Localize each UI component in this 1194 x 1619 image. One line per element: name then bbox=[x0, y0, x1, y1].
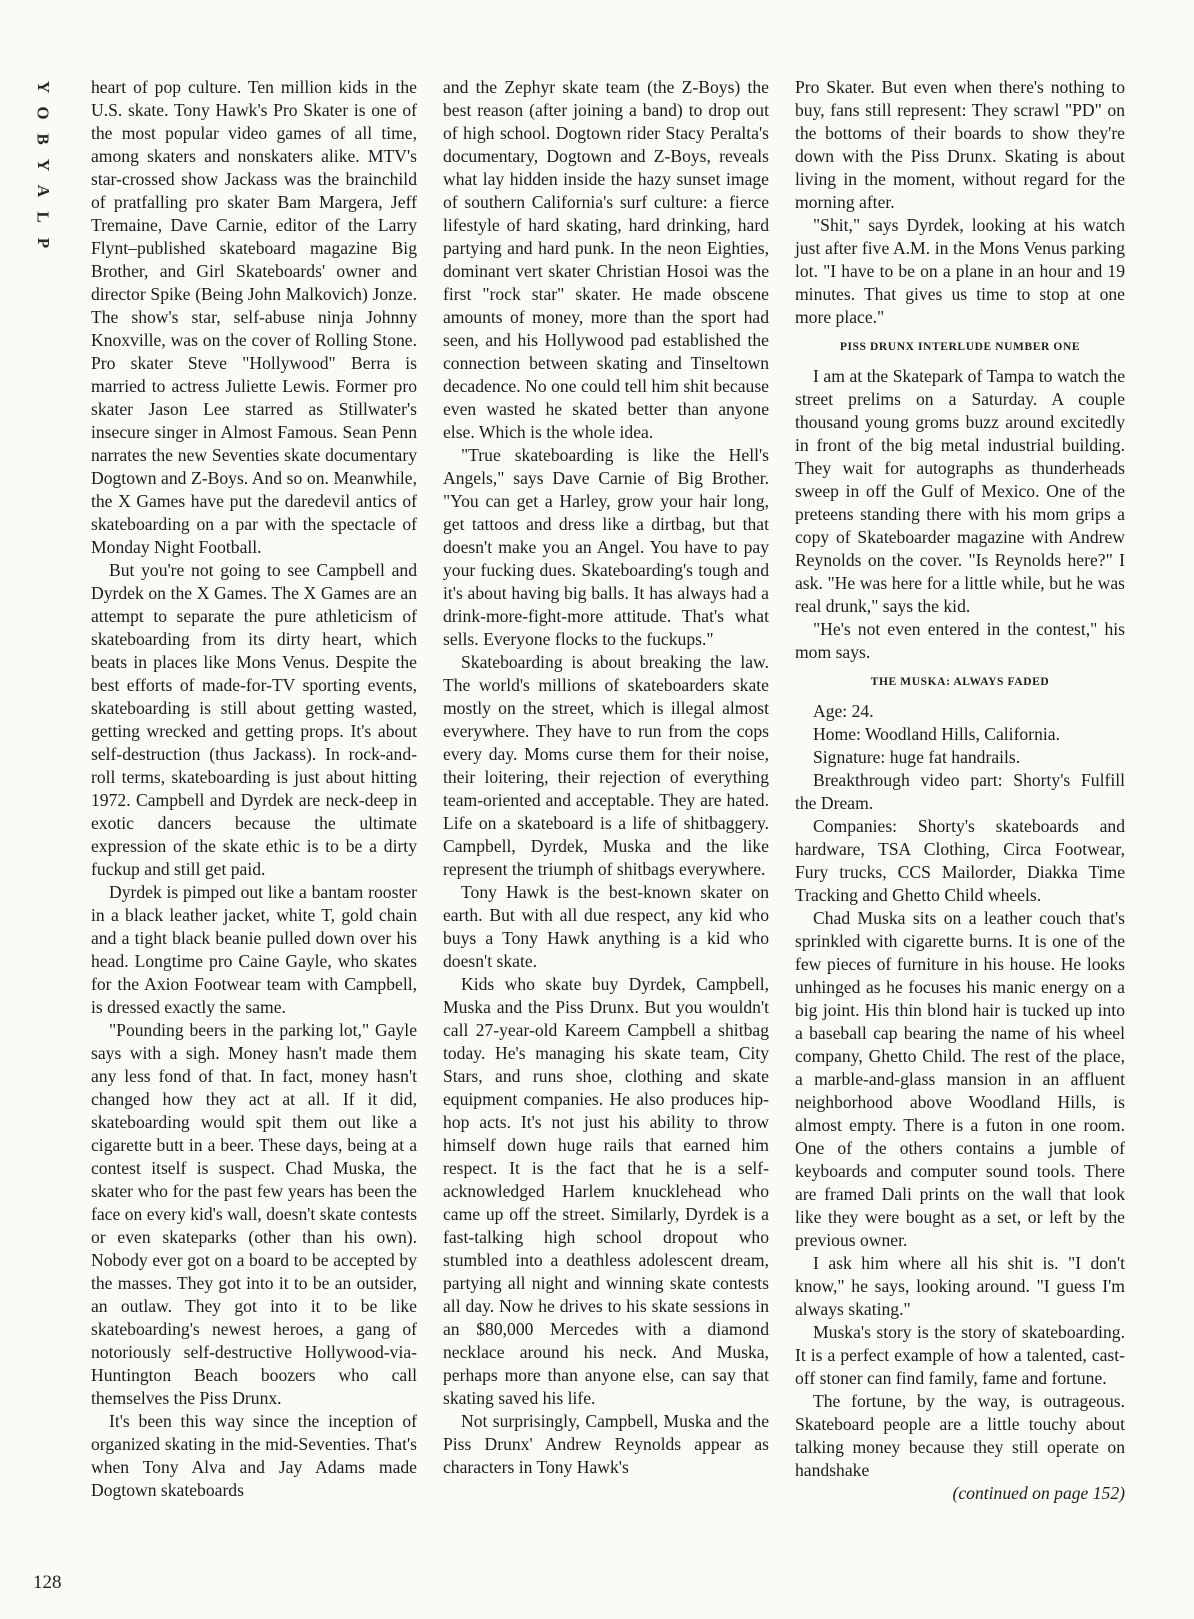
magazine-name-vertical bbox=[33, 74, 53, 256]
paragraph: The fortune, by the way, is outrageous. Skateboard people are a little touchy about talking money because they still operate on handshake bbox=[795, 1391, 1125, 1480]
section-heading: PISS DRUNX INTERLUDE NUMBER ONE bbox=[839, 341, 1081, 353]
paragraph: "Shit," says Dyrdek, looking at his watch just after five A.M. in the Mons Venus parking lot. "I have to be on a plane in an hour and 19 minutes. That gives us time to stop at one more place." bbox=[795, 215, 1125, 327]
paragraph: I ask him where all his shit is. "I don't know," he says, looking around. "I guess I'm always skating." bbox=[795, 1253, 1125, 1319]
paragraph: It's been this way since the inception of organized skating in the mid-Seventies. That's when Tony Alva and Jay Adams made Dogtown skateboards bbox=[91, 1411, 417, 1500]
brand-letter: L bbox=[34, 211, 53, 223]
paragraph: heart of pop culture. Ten million kids in the U.S. skate. Tony Hawk's Pro Skater is one of the most popular video games of all time, among skaters and nonskaters alike. MTV's star-crossed show Jackass was the brainchild of pratfalling pro skater Bam Margera, Jeff Tremaine, Dave Carnie, editor of the Larry Flynt–published skateboard magazine Big Brother, and Girl Skateboards' owner and director Spike (Being John Malkovich) Jonze. The show's star, self-abuse ninja Johnny Knoxville, was on the cover of Rolling Stone. Pro skater Steve "Hollywood" Berra is married to actress Juliette Lewis. Former pro skater Jason Lee starred as Stillwater's insecure singer in Almost Famous. Sean Penn narrates the new Seventies skate documentary Dogtown and Z-Boys. And so on. Meanwhile, the X Games have put the daredevil antics of skateboarding on a par with the spectacle of Monday Night Football. bbox=[91, 77, 417, 557]
page-number: 128 bbox=[33, 1572, 62, 1593]
paragraph: But you're not going to see Campbell and Dyrdek on the X Games. The X Games are an attempt to separate the pure athleticism of skateboarding from its dirty heart, which beats in places like Mons Venus. Despite the best efforts of made-for-TV sporting events, skateboarding is still about getting wasted, getting wrecked and getting props. It's about self-destruction (thus Jackass). In rock-and-roll terms, skateboarding is just about hitting 1972. Campbell and Dyrdek are neck-deep in exotic dancers because the ultimate expression of the skate ethic is to be a dirty fuckup and still get paid. bbox=[91, 560, 417, 879]
article-column-1 bbox=[91, 76, 417, 1502]
paragraph: and the Zephyr skate team (the Z-Boys) the best reason (after joining a band) to drop out of high school. Dogtown rider Stacy Peralta's documentary, Dogtown and Z-Boys, reveals what lay hidden inside the hazy sunset image of southern California's surf culture: a fierce lifestyle of hard skating, hard drinking, hard partying and hard punk. In the neon Eighties, dominant vert skater Christian Hosoi was the first "rock star" skater. He made obscene amounts of money, more than the sport had seen, and his Hollywood pad established the connection between skating and Tinseltown decadence. No one could tell him shit because even wasted he skated better than anyone else. Which is the whole idea. bbox=[443, 77, 769, 442]
paragraph: Chad Muska sits on a leather couch that's sprinkled with cigarette burns. It is one of the few pieces of furniture in his house. He looks unhinged as he focuses his manic energy on a big joint. His thin blond hair is tucked up into a baseball cap bearing the name of his wheel company, Ghetto Child. The rest of the place, a marble-and-glass mansion in an affluent neighborhood above Woodland Hills, is almost empty. There is a futon in one room. One of the others contains a jumble of keyboards and computer sound tools. There are framed Dali prints on the wall that look like they were bought as a set, or left by the previous owner. bbox=[795, 908, 1125, 1250]
profile-home: Home: Woodland Hills, California. bbox=[813, 724, 1060, 744]
brand-letter: A bbox=[34, 184, 53, 198]
brand-letter: Y bbox=[34, 158, 53, 172]
paragraph: "He's not even entered in the contest," his mom says. bbox=[795, 619, 1125, 662]
section-heading: THE MUSKA: ALWAYS FADED bbox=[870, 676, 1050, 688]
paragraph: Kids who skate buy Dyrdek, Campbell, Muska and the Piss Drunx. But you wouldn't call 27-year-old Kareem Campbell a shitbag today. He's managing his skate team, City Stars, and runs shoe, clothing and skate equipment companies. He also produces hip-hop acts. It's not just his ability to throw himself down huge rails that earned him respect. It is the fact that he is a self-acknowledged Harlem knucklehead who came up off the street. Similarly, Dyrdek is a fast-talking high school dropout who stumbled into a deathless adolescent dream, partying all night and winning skate contests all day. Now he drives to his skate sessions in an $80,000 Mercedes with a diamond necklace around his neck. And Muska, perhaps more than anyone else, can say that skating saved his life. bbox=[443, 974, 769, 1408]
article-column-2 bbox=[443, 76, 769, 1479]
profile-companies: Companies: Shorty's skateboards and hardware, TSA Clothing, Circa Footwear, Fury trucks, CCS Mailorder, Diakka Time Tracking and Ghetto Child wheels. bbox=[795, 816, 1125, 905]
profile-age: Age: 24. bbox=[813, 701, 874, 721]
profile-signature: Signature: huge fat handrails. bbox=[813, 747, 1021, 767]
brand-letter: O bbox=[33, 106, 53, 120]
brand-letter: Y bbox=[34, 80, 53, 94]
article-column-3 bbox=[795, 76, 1125, 1505]
paragraph: "Pounding beers in the parking lot," Gayle says with a sigh. Money hasn't made them any less fond of that. In fact, money hasn't changed how they act at all. If it did, skateboarding would spit them out like a cigarette butt in a beer. These days, being at a contest itself is suspect. Chad Muska, the skater who for the past few years has been the face on every kid's wall, doesn't skate contests or even skateparks (other than his own). Nobody ever got on a board to be accepted by the masses. They got into it to be an outsider, an outlaw. They got into it to be like skateboarding's newest heroes, a gang of notoriously self-destructive Hollywood-via-Huntington Beach boozers who call themselves the Piss Drunx. bbox=[91, 1020, 417, 1408]
profile-video-part: Breakthrough video part: Shorty's Fulfill the Dream. bbox=[795, 770, 1125, 813]
paragraph: Skateboarding is about breaking the law. The world's millions of skateboarders skate mostly on the street, which is illegal almost everywhere. They have to run from the cops every day. Moms curse them for their noise, their loitering, their rejection of everything team-oriented and acceptable. They are hated. Life on a skateboard is a life of shitbaggery. Campbell, Dyrdek, Muska and the like represent the triumph of shitbags everywhere. bbox=[443, 652, 769, 879]
brand-letter: P bbox=[33, 237, 53, 249]
paragraph: Dyrdek is pimped out like a bantam rooster in a black leather jacket, white T, gold chain and a tight black beanie pulled down over his head. Longtime pro Caine Gayle, who skates for the Axion Footwear team with Campbell, is dressed exactly the same. bbox=[91, 882, 417, 1017]
paragraph: Muska's story is the story of skateboarding. It is a perfect example of how a talented, cast-off stoner can find family, fame and fortune. bbox=[795, 1322, 1125, 1388]
continued-note: (continued on page 152) bbox=[952, 1483, 1125, 1503]
brand-letter: B bbox=[34, 133, 53, 145]
paragraph: Not surprisingly, Campbell, Muska and the Piss Drunx' Andrew Reynolds appear as characters in Tony Hawk's bbox=[443, 1411, 769, 1477]
paragraph: Tony Hawk is the best-known skater on earth. But with all due respect, any kid who buys a Tony Hawk anything is a kid who doesn't skate. bbox=[443, 882, 769, 971]
paragraph: "True skateboarding is like the Hell's Angels," says Dave Carnie of Big Brother. "You can get a Harley, grow your hair long, get tattoos and dress like a dirtbag, but that doesn't make you an Angel. You have to pay your fucking dues. Skateboarding's tough and it's about having big balls. It has always had a drink-more-fight-more attitude. That's what sells. Everyone flocks to the fuckups." bbox=[443, 445, 769, 649]
paragraph: Pro Skater. But even when there's nothing to buy, fans still represent: They scrawl "PD" on the bottoms of their boards to show they're down with the Piss Drunx. Skating is about living in the moment, without regard for the morning after. bbox=[795, 77, 1125, 212]
paragraph: I am at the Skatepark of Tampa to watch the street prelims on a Saturday. A couple thousand young groms buzz around excitedly in front of the big metal industrial building. They wait for autographs as thunderheads sweep in off the Gulf of Mexico. One of the preteens standing there with his mom grips a copy of Skateboarder magazine with Andrew Reynolds on the cover. "Is Reynolds here?" I ask. "He was here for a little while, but he was real drunk," says the kid. bbox=[795, 366, 1125, 616]
